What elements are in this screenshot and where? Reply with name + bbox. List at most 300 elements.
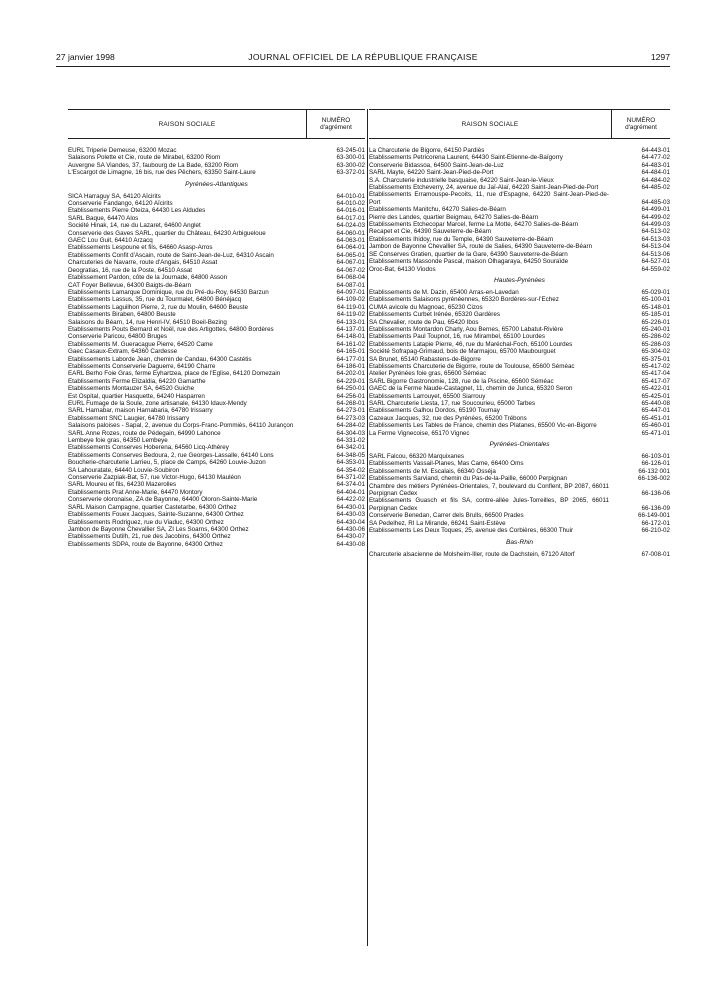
list-item bbox=[369, 221, 670, 228]
list-item bbox=[369, 169, 670, 176]
raison-sociale: SARL Bigorre Gastronomie, 128, rue de la Piscine, 65600 Séméac bbox=[369, 377, 554, 385]
list-item bbox=[369, 512, 670, 519]
raison-sociale: Est Ospital, quartier Hasquette, 64240 Hasparren bbox=[68, 392, 205, 400]
list-item bbox=[68, 237, 365, 244]
numero-agrement: 64-067-02 bbox=[336, 266, 365, 274]
list-item bbox=[68, 519, 365, 526]
department-heading: Hautes-Pyrénées bbox=[494, 276, 545, 284]
numero-agrement: 64-430-03 bbox=[336, 511, 365, 519]
raison-sociale: Etablissements de M. Dazin, 65400 Arras-en-Lavedan bbox=[369, 288, 519, 296]
list-item bbox=[369, 453, 670, 460]
list-item bbox=[68, 489, 365, 496]
raison-sociale: La Ferme Vignecoise, 65170 Vignec bbox=[369, 429, 470, 437]
raison-sociale: Etablissements Larrouyet, 65500 Siarrouy bbox=[369, 392, 486, 400]
list-item bbox=[369, 497, 670, 512]
raison-sociale: Etablissements Lespoune et fils, 64660 Asasp-Arros bbox=[68, 244, 213, 252]
numero-agrement: 65-286-03 bbox=[641, 340, 670, 348]
list-item bbox=[68, 496, 365, 503]
raison-sociale: Etablissements Laborde Jean, chemin de Candau, 64300 Castétis bbox=[68, 355, 252, 363]
column-divider bbox=[367, 109, 368, 946]
raison-sociale-header: RAISON SOCIALE bbox=[158, 120, 216, 128]
numero-agrement: 66-136-09 bbox=[641, 504, 670, 512]
numero-agrement: 65-440-08 bbox=[641, 400, 670, 407]
numero-agrement: 64-499-01 bbox=[641, 206, 670, 214]
numero-agrement: 64-559-02 bbox=[641, 265, 670, 273]
numero-agrement: 64-060-01 bbox=[336, 229, 365, 237]
list-item bbox=[68, 541, 365, 548]
raison-sociale: SE Conserves Gratien, quartier de la Gare, 64390 Sauveterre-de-Béarn bbox=[369, 250, 568, 258]
numero-agrement: 64-268-01 bbox=[336, 400, 365, 407]
raison-sociale: Etablissements Fouex Jacques, Sainte-Suzanne, 64300 Orthez bbox=[68, 511, 244, 519]
list-item bbox=[68, 437, 365, 444]
list-item bbox=[68, 274, 365, 281]
list-item bbox=[68, 333, 365, 340]
list-item bbox=[369, 393, 670, 400]
raison-sociale: Atelier Pyrénées foie gras, 65600 Séméac bbox=[369, 370, 487, 378]
raison-sociale: Etablissements Massonde Pascal, maison Olhagaraya, 64250 Souraïde bbox=[369, 258, 569, 266]
raison-sociale: Etablissements Pierre Oteiza, 64430 Les Aldudes bbox=[68, 207, 206, 215]
page-header bbox=[56, 52, 670, 66]
numero-agrement: 64-499-02 bbox=[641, 213, 670, 221]
raison-sociale: Etablissements Paul Toupnot, 16, rue Mirambel, 65100 Lourdes bbox=[369, 333, 546, 341]
header-rule bbox=[56, 66, 670, 67]
list-item bbox=[369, 289, 670, 296]
raison-sociale: La Charcuterie de Bigorre, 64150 Pardiès bbox=[369, 147, 485, 154]
numero-agrement: 64-443-01 bbox=[641, 147, 670, 154]
raison-sociale: Etablissements Etcheverry, 24, avenue du Jaï-Alaï, 64220 Saint-Jean-Pied-de-Port bbox=[369, 184, 599, 192]
numero-agrement: 64-353-01 bbox=[336, 459, 365, 467]
numero-agrement: 64-067-01 bbox=[336, 259, 365, 267]
raison-sociale: Etablissements Les Deux Toques, 25, avenue des Corbières, 66300 Thuir bbox=[369, 527, 574, 535]
list-item bbox=[369, 162, 670, 169]
list-item bbox=[68, 393, 365, 400]
raison-sociale: Etablissements Montardon Charly, Aou Bernes, 65700 Labatut-Rivière bbox=[369, 325, 564, 333]
list-item bbox=[68, 162, 365, 169]
raison-sociale: Etablissements Etchecopar Marcel, ferme La Motte, 64270 Salies-de-Béarn bbox=[369, 221, 579, 229]
numero-agrement: 64-137-01 bbox=[336, 325, 365, 333]
right-column bbox=[369, 109, 670, 558]
numero-agrement: 64-284-02 bbox=[336, 422, 365, 430]
list-item bbox=[68, 341, 365, 348]
raison-sociale: Oroc-Bat, 64130 Viodos bbox=[369, 265, 436, 273]
left-column bbox=[68, 109, 365, 548]
raison-sociale: Etablissements Pouts Bernard et Noël, rue des Artigottes, 64800 Bordères bbox=[68, 325, 274, 333]
numero-agrement: 66-149-001 bbox=[638, 512, 670, 520]
list-item bbox=[369, 251, 670, 258]
numero-agrement: 65-100-01 bbox=[641, 296, 670, 304]
raison-sociale: Etablissements Charcuterie de Bigorre, route de Toulouse, 65600 Séméac bbox=[369, 362, 575, 370]
numero-label: NUMÉRO bbox=[321, 116, 351, 124]
list-item bbox=[68, 430, 365, 437]
raison-sociale: Lembeye foie gras, 64350 Lembeye bbox=[68, 437, 168, 445]
numero-agrement: 64-119-01 bbox=[336, 303, 365, 311]
numero-agrement: 64-010-01 bbox=[336, 192, 365, 200]
numero-agrement: 64-374-01 bbox=[336, 481, 365, 489]
raison-sociale: Etablissements Conserverie Daguerre, 64190 Charre bbox=[68, 362, 216, 370]
numero-agrement: 65-226-01 bbox=[641, 318, 670, 326]
numero-agrement: 65-185-01 bbox=[641, 311, 670, 319]
list-item bbox=[369, 468, 670, 475]
list-item bbox=[68, 289, 365, 296]
raison-sociale: Conserverie Paricou, 64800 Bruges bbox=[68, 333, 168, 341]
numero-agrement: 65-471-01 bbox=[641, 429, 670, 437]
raison-sociale: Gaec Casaux-Extram, 64360 Cardesse bbox=[68, 348, 178, 356]
raison-sociale: SARL Baque, 64470 Alos bbox=[68, 214, 139, 222]
list-item bbox=[369, 326, 670, 333]
numero-agrement: 64-430-07 bbox=[336, 533, 365, 541]
numero-label: NUMÉRO bbox=[626, 116, 656, 124]
department-heading: Pyrénées-Atlantiques bbox=[185, 180, 248, 188]
numero-agrement: 64-148-01 bbox=[336, 333, 365, 341]
numero-agrement: 64-161-02 bbox=[336, 340, 365, 348]
list-item bbox=[68, 244, 365, 251]
numero-agrement: 65-451-01 bbox=[641, 414, 670, 422]
numero-agrement: 64-250-01 bbox=[336, 385, 365, 393]
raison-sociale: SA Lahouratate, 64440 Louvie-Soubiron bbox=[68, 466, 180, 474]
raison-sociale: CAT Foyer Bellevue, 64300 Baigts-de-Béarn bbox=[68, 281, 192, 289]
list-item bbox=[68, 319, 365, 326]
raison-sociale: Etablissements Biraben, 64800 Beuste bbox=[68, 311, 176, 319]
raison-sociale: Etablissements Rodriguez, rue du Viaduc, 64300 Orthez bbox=[68, 518, 224, 526]
raison-sociale: Etablissements Vassail-Planes, Mas Came, 66400 Oms bbox=[369, 460, 524, 468]
department-heading: Bas-Rhin bbox=[505, 538, 534, 546]
numero-header bbox=[306, 110, 365, 138]
list-item bbox=[369, 551, 670, 558]
numero-agrement: 64-430-01 bbox=[336, 503, 365, 511]
raison-sociale: Etablissements Galhou Dordos, 65190 Tournay bbox=[369, 407, 500, 415]
raison-sociale: Conserverie des Gaves SARL, quartier du Château, 64230 Arbigueloue bbox=[68, 229, 266, 237]
numero-agrement: 66-210-02 bbox=[641, 527, 670, 535]
numero-agrement: 63-300-02 bbox=[336, 161, 365, 169]
raison-sociale: Conserverie Benedan, Carrer dels Brulls, 66500 Prades bbox=[369, 512, 524, 520]
list-item bbox=[68, 252, 365, 259]
raison-sociale: Etablissements Confit d'Ascain, route de Saint-Jean-de-Luz, 64310 Ascain bbox=[68, 251, 274, 259]
numero-agrement: 64-133-01 bbox=[336, 318, 365, 326]
numero-agrement: 63-300-01 bbox=[336, 154, 365, 162]
list-item bbox=[68, 154, 365, 161]
numero-agrement: 64-485-03 bbox=[641, 198, 670, 206]
numero-agrement: 64-087-01 bbox=[336, 281, 365, 289]
numero-agrement: 64-485-02 bbox=[641, 184, 670, 192]
raison-sociale: Etablissements Montauzer SA, 64520 Guiche bbox=[68, 385, 195, 393]
list-item bbox=[369, 527, 670, 534]
raison-sociale: Etablissements Conserves Hoberena, 64560 Licq-Athérey bbox=[68, 444, 229, 452]
raison-sociale: Chambre des métiers Pyrénées-Orientales, 7, boulevard du Conflent, BP 2087, 66011 Perpignan Cedex bbox=[369, 482, 609, 498]
list-item bbox=[68, 147, 365, 154]
list-item bbox=[369, 266, 670, 273]
numero-agrement: 65-286-02 bbox=[641, 333, 670, 341]
list-item bbox=[68, 511, 365, 518]
numero-agrement: 65-240-01 bbox=[641, 325, 670, 333]
right-entries bbox=[369, 147, 670, 558]
raison-sociale: Salaisons du Béarn, 14, rue Henri-IV, 64510 Boeil-Bezing bbox=[68, 318, 227, 326]
raison-sociale: GAEC Lou Guit, 64410 Arzacq bbox=[68, 237, 153, 245]
raison-sociale: SARL Maison Campagne, quartier Castetarbe, 64300 Orthez bbox=[68, 503, 237, 511]
raison-sociale: GAEC de la Ferme Naude-Castagnet, 11, chemin de Junca, 65320 Seron bbox=[369, 385, 573, 393]
numero-agrement: 65-304-02 bbox=[641, 348, 670, 356]
raison-sociale: Charcuteries de Navarre, route d'Angais, 64510 Assat bbox=[68, 259, 218, 267]
list-item bbox=[369, 191, 670, 206]
list-item bbox=[68, 467, 365, 474]
list-item bbox=[68, 415, 365, 422]
raison-sociale: Etablissements Lamarque Dominique, rue du Pré-du-Roy, 64530 Barzun bbox=[68, 288, 269, 296]
numero-agrement: 64-010-02 bbox=[336, 200, 365, 208]
list-item bbox=[68, 169, 365, 176]
raison-sociale: Etablissements Salaisons pyrénéennes, 65320 Bordères-sur-l'Echez bbox=[369, 296, 559, 304]
numero-agrement: 64-097-01 bbox=[336, 288, 365, 296]
raison-sociale: Etablissements Manitchu, 64270 Salies-de-Béarn bbox=[369, 206, 506, 214]
raison-sociale: Conserverie Fandango, 64120 Aïcirits bbox=[68, 200, 173, 208]
raison-sociale: Etablissements Guasch et fils SA, contre-allée Jules-Torreilles, BP 2065, 66011 Perpignan Cedex bbox=[369, 497, 609, 512]
raison-sociale: Auvergne SA Viandes, 37, faubourg de La Bade, 63200 Riom bbox=[68, 161, 239, 169]
list-item bbox=[68, 400, 365, 407]
numero-agrement: 64-404-01 bbox=[336, 488, 365, 496]
raison-sociale: SARL Moureu et fils, 64230 Mazerolles bbox=[68, 481, 177, 489]
numero-agrement: 65-029-01 bbox=[641, 288, 670, 296]
raison-sociale: Charcuterie alsacienne de Molsheim-Iller, route de Dachstein, 67120 Altorf bbox=[369, 550, 575, 558]
numero-agrement: 66-132 001 bbox=[638, 467, 670, 475]
numero-agrement: 64-273-01 bbox=[336, 407, 365, 415]
numero-agrement: 64-371-02 bbox=[336, 474, 365, 482]
numero-agrement: 64-064-01 bbox=[336, 244, 365, 252]
list-item bbox=[369, 341, 670, 348]
raison-sociale: Etablissements Dutilh, 21, rue des Jacobins, 64300 Orthez bbox=[68, 533, 231, 541]
list-item bbox=[369, 333, 670, 340]
raison-sociale: Jambon de Bayonne Chevallier SA, route de Salies, 64390 Sauveterre-de-Béarn bbox=[369, 243, 593, 251]
list-item bbox=[68, 504, 365, 511]
numero-agrement: 64-430-06 bbox=[336, 525, 365, 533]
list-item bbox=[369, 184, 670, 191]
numero-agrement: 64-017-01 bbox=[336, 214, 365, 222]
numero-agrement: 67-008-01 bbox=[641, 550, 670, 558]
numero-agrement: 65-425-01 bbox=[641, 392, 670, 400]
numero-agrement: 65-447-01 bbox=[641, 407, 670, 415]
raison-sociale: SARL Mayte, 64220 Saint-Jean-Pied-de-Port bbox=[369, 169, 494, 177]
list-item bbox=[68, 452, 365, 459]
raison-sociale: Etablissements Sarviand, chemin du Pas-de-la-Paille, 66000 Perpignan bbox=[369, 475, 568, 483]
raison-sociale: Pierre des Landes, quartier Beigmau, 64270 Salies-de-Béarn bbox=[369, 213, 539, 221]
numero-agrement: 63-372-01 bbox=[336, 169, 365, 177]
list-item bbox=[68, 363, 365, 370]
list-item bbox=[369, 348, 670, 355]
list-item bbox=[68, 385, 365, 392]
raison-sociale: Etablissements Conserves Bedoura, 2, rue Georges-Lassalle, 64140 Lons bbox=[68, 451, 274, 459]
numero-agrement: 65-375-01 bbox=[641, 355, 670, 363]
numero-agrement: 64-483-01 bbox=[641, 161, 670, 169]
raison-sociale: Etablissement SNC Laugier, 64780 Irissarry bbox=[68, 414, 190, 422]
list-item bbox=[68, 474, 365, 481]
numero-agrement: 64-331-02 bbox=[336, 437, 365, 445]
list-item bbox=[369, 370, 670, 377]
list-item bbox=[369, 430, 670, 437]
list-item bbox=[68, 526, 365, 533]
list-item bbox=[68, 356, 365, 363]
raison-sociale: Jambon de Bayonne Chevallier SA, ZI Les Soarns, 64300 Orthez bbox=[68, 525, 249, 533]
list-item bbox=[369, 147, 670, 154]
numero-agrement: 64-477-02 bbox=[641, 154, 670, 162]
numero-agrement: 64-202-01 bbox=[336, 370, 365, 378]
raison-sociale: Etablissements Petricorena Laurent, 64430 Saint-Etienne-de-Baïgorry bbox=[369, 154, 563, 162]
list-item bbox=[68, 370, 365, 377]
raison-sociale: Etablissements SDPA, route de Bayonne, 64300 Orthez bbox=[68, 540, 223, 548]
numero-agrement: 64-513-03 bbox=[641, 235, 670, 243]
list-item bbox=[369, 415, 670, 422]
department-heading: Pyrénées-Orientales bbox=[489, 441, 550, 449]
raison-sociale: Salaisons paloises - Sapal, 2, avenue du Corps-Franc-Pommiès, 64110 Jurançon bbox=[68, 422, 294, 430]
raison-sociale: Conserverie Bidassoa, 64500 Saint-Jean-de-Luz bbox=[369, 161, 504, 169]
numero-agrement: 64-484-02 bbox=[641, 176, 670, 184]
raison-sociale: Etablissements Latapie Pierre, 46, rue du Maréchal-Foch, 65100 Lourdes bbox=[369, 340, 573, 348]
numero-agrement: 66-172-01 bbox=[641, 519, 670, 527]
numero-agrement: 64-342-01 bbox=[336, 444, 365, 452]
list-item bbox=[68, 193, 365, 200]
numero-agrement: 64-430-04 bbox=[336, 518, 365, 526]
raison-sociale-header: RAISON SOCIALE bbox=[461, 120, 519, 128]
list-item bbox=[369, 475, 670, 482]
numero-agrement: 64-348-05 bbox=[336, 451, 365, 459]
numero-agrement: 66-136-002 bbox=[638, 475, 670, 483]
numero-agrement: 64-229-01 bbox=[336, 377, 365, 385]
numero-agrement: 64-065-01 bbox=[336, 251, 365, 259]
numero-agrement: 66-126-01 bbox=[641, 460, 670, 468]
numero-agrement: 64-068-04 bbox=[336, 274, 365, 282]
journal-title: JOURNAL OFFICIEL DE LA RÉPUBLIQUE FRANÇAISE bbox=[248, 52, 478, 62]
numero-agrement: 63-245-01 bbox=[336, 147, 365, 154]
raison-sociale: SICA Harraguy SA, 64120 Aïcirits bbox=[68, 192, 161, 200]
list-item bbox=[68, 215, 365, 222]
list-item bbox=[369, 304, 670, 311]
raison-sociale: Société Sofrapag-Grimaud, bois de Marmajou, 65700 Maubourguet bbox=[369, 348, 556, 356]
numero-header bbox=[611, 110, 670, 138]
raison-sociale: EARL Berho Foie Gras, ferme Eyhartzea, place de l'Eglise, 64120 Domezain bbox=[68, 370, 281, 378]
raison-sociale: SARL Falcou, 66320 Marquixanes bbox=[369, 453, 464, 461]
numero-agrement: 64-177-01 bbox=[336, 355, 365, 363]
numero-agrement: 64-499-03 bbox=[641, 221, 670, 229]
list-item bbox=[369, 228, 670, 235]
raison-sociale: EURL Fumage de la Soule, zone artisanale, 64130 Idaux-Mendy bbox=[68, 400, 247, 407]
numero-agrement: 65-417-04 bbox=[641, 370, 670, 378]
table-header bbox=[68, 110, 365, 139]
raison-sociale: Etablissement Pardon, côte de la Journade, 64800 Asson bbox=[68, 274, 228, 282]
raison-sociale: Etablissements Ferme Elizaldia, 64220 Gamarthe bbox=[68, 377, 206, 385]
raison-sociale: EURL Triperie Demeuse, 63200 Mozac bbox=[68, 147, 177, 154]
list-item bbox=[68, 296, 365, 303]
agrement-label: d'agrément bbox=[625, 124, 657, 131]
agrement-label: d'agrément bbox=[320, 124, 352, 131]
list-item bbox=[68, 407, 365, 414]
numero-agrement: 64-513-06 bbox=[641, 250, 670, 258]
table-header bbox=[369, 110, 670, 139]
page-number: 1297 bbox=[650, 52, 670, 62]
numero-agrement: 66-136-06 bbox=[641, 490, 670, 498]
numero-agrement: 65-460-01 bbox=[641, 422, 670, 430]
numero-agrement: 64-422-02 bbox=[336, 496, 365, 504]
list-item bbox=[369, 236, 670, 243]
list-item bbox=[369, 356, 670, 363]
numero-agrement: 64-165-01 bbox=[336, 348, 365, 356]
raison-sociale: Etablissements Ihidoy, rue du Temple, 64390 Sauveterre-de-Béarn bbox=[369, 235, 554, 243]
numero-agrement: 64-186-01 bbox=[336, 362, 365, 370]
list-item bbox=[369, 363, 670, 370]
list-item bbox=[68, 207, 365, 214]
list-item bbox=[68, 348, 365, 355]
raison-sociale: Etablissements Prat Anne-Marie, 64470 Montory bbox=[68, 488, 203, 496]
list-item bbox=[68, 533, 365, 540]
list-item bbox=[369, 400, 670, 407]
numero-agrement: 64-484-01 bbox=[641, 169, 670, 177]
list-item bbox=[369, 177, 670, 184]
numero-agrement: 64-016-01 bbox=[336, 207, 365, 215]
raison-sociale: Cazeaux Jacques, 32, rue des Pyrénées, 65200 Trébons bbox=[369, 414, 527, 422]
raison-sociale: Société Hinak, 14, rue du Lazaret, 64600 Anglet bbox=[68, 222, 201, 230]
numero-agrement: 64-354-02 bbox=[336, 466, 365, 474]
numero-agrement: 64-513-02 bbox=[641, 228, 670, 236]
list-item bbox=[369, 311, 670, 318]
list-item bbox=[369, 154, 670, 161]
raison-sociale: SARL Anne Rozes, route de Pédegain, 64990 Lahonce bbox=[68, 429, 221, 437]
list-item bbox=[68, 311, 365, 318]
list-item bbox=[369, 378, 670, 385]
numero-agrement: 65-417-07 bbox=[641, 377, 670, 385]
list-item bbox=[369, 258, 670, 265]
numero-agrement: 64-527-01 bbox=[641, 258, 670, 266]
numero-agrement: 64-430-08 bbox=[336, 540, 365, 548]
list-item bbox=[68, 230, 365, 237]
list-item bbox=[369, 422, 670, 429]
list-item bbox=[68, 200, 365, 207]
list-item bbox=[68, 378, 365, 385]
raison-sociale: SA Chevalier, route de Pau, 65420 Ibos bbox=[369, 318, 479, 326]
raison-sociale: S.A. Charcuterie industrielle basquaise, 64220 Saint-Jean-le-Vieux bbox=[369, 176, 554, 184]
list-item bbox=[68, 267, 365, 274]
numero-agrement: 64-109-02 bbox=[336, 296, 365, 304]
raison-sociale: Etablissements Erramouspe-Pecoits, 11, rue d'Espagne, 64220 Saint-Jean-Pied-de-Port bbox=[369, 191, 609, 206]
list-item bbox=[68, 282, 365, 289]
numero-agrement: 65-148-01 bbox=[641, 303, 670, 311]
numero-agrement: 64-063-01 bbox=[336, 237, 365, 245]
raison-sociale: Boucherie-charcuterie Larrieu, 5, place de Camps, 64260 Louvie-Juzon bbox=[68, 459, 266, 467]
raison-sociale: CUMA avicole du Magnoac, 65230 Cizos bbox=[369, 303, 483, 311]
raison-sociale: Etablissements Lassus, 35, rue du Tourmalet, 64800 Bénéjacq bbox=[68, 296, 242, 304]
list-item bbox=[369, 319, 670, 326]
numero-agrement: 64-513-04 bbox=[641, 243, 670, 251]
list-item bbox=[369, 206, 670, 213]
raison-sociale: Salaisons Polette et Cie, route de Mirabel, 63200 Riom bbox=[68, 154, 221, 162]
raison-sociale: Etablissements de M. Escalais, 66340 Osséja bbox=[369, 467, 496, 475]
list-item bbox=[68, 459, 365, 466]
raison-sociale: SARL Harnabar, maison Harnabaria, 64780 Irissarry bbox=[68, 407, 213, 415]
numero-agrement: 66-103-01 bbox=[641, 453, 670, 461]
list-item bbox=[68, 326, 365, 333]
numero-agrement: 64-024-03 bbox=[336, 222, 365, 230]
list-item bbox=[369, 214, 670, 221]
raison-sociale: Etablissements Laguilhon Pierre, 2, rue du Moulin, 64600 Beuste bbox=[68, 303, 248, 311]
raison-sociale: Deogratias, 16, rue de la Poste, 64510 Assat bbox=[68, 266, 193, 274]
numero-agrement: 65-417-02 bbox=[641, 362, 670, 370]
raison-sociale: L'Escargot de Limagne, 16 bis, rue des Pêchers, 63350 Saint-Laure bbox=[68, 169, 256, 177]
left-entries bbox=[68, 147, 365, 548]
issue-date: 27 janvier 1998 bbox=[56, 52, 115, 62]
numero-agrement: 64-119-02 bbox=[336, 311, 365, 319]
list-item bbox=[369, 460, 670, 467]
list-item bbox=[369, 385, 670, 392]
raison-sociale: Conserverie Zazpiak-Bat, 57, rue Victor-Hugo, 64130 Mauléon bbox=[68, 474, 241, 482]
numero-agrement: 64-256-01 bbox=[336, 392, 365, 400]
raison-sociale: SARL Charcuterie Liesta, 17, rue Soucourieu, 65000 Tarbes bbox=[369, 400, 536, 407]
list-item bbox=[369, 296, 670, 303]
list-item bbox=[369, 483, 670, 498]
list-item bbox=[369, 407, 670, 414]
